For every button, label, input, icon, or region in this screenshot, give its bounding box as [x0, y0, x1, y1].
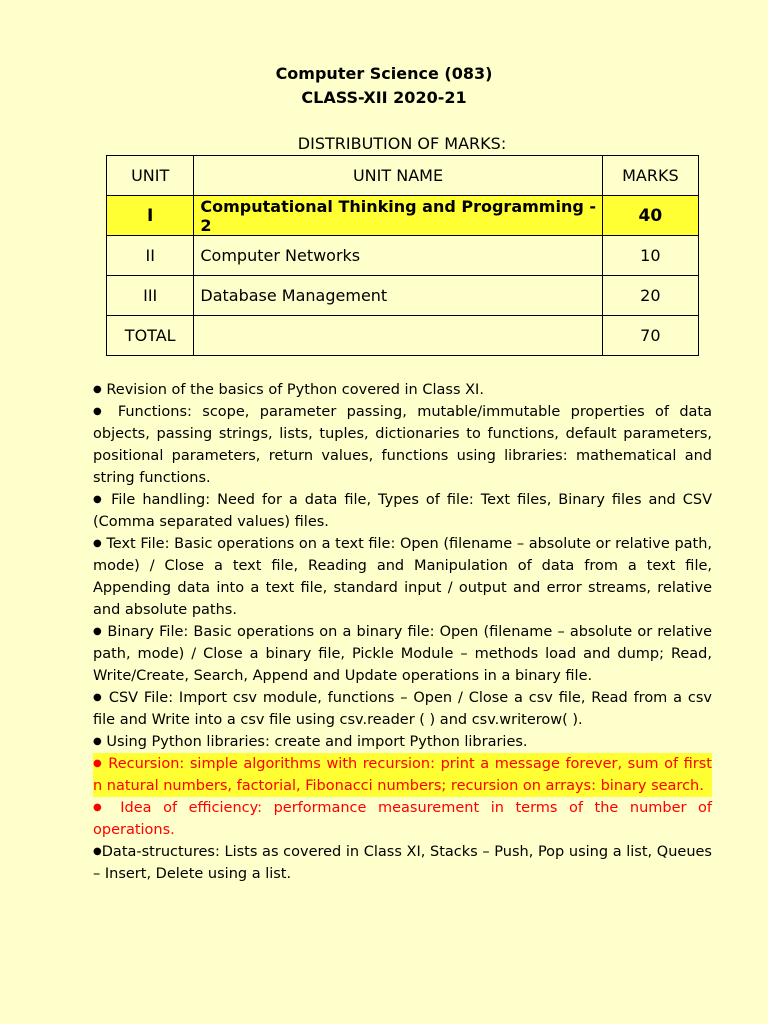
- list-item-text: CSV File: Import csv module, functions – Open / Close a csv file, Read from a csv file and Write into a csv file using csv.reader ( ) and csv.writerow( ).: [93, 690, 713, 728]
- list-item-text: Text File: Basic operations on a text file: Open (filename – absolute or relative path, mode) / Close a text file, Reading and Manipulation of data from a text file, Appending data into a text file, standard input / output and error streams, relative and absolute paths.: [93, 536, 713, 618]
- bullet-icon: ●: [93, 494, 105, 505]
- table-row-total: [107, 316, 699, 356]
- list-item: [93, 379, 712, 401]
- header-unit-name: UNIT NAME: [194, 156, 602, 196]
- list-item: [93, 687, 712, 731]
- list-item: [93, 489, 712, 533]
- bullet-icon: ●: [93, 758, 103, 769]
- class-title: CLASS-XII 2020-21: [301, 88, 467, 107]
- list-item-text: Using Python libraries: create and import Python libraries.: [106, 734, 528, 750]
- marks-cell: 10: [602, 236, 698, 276]
- list-item-text: Recursion: simple algorithms with recursion: print a message forever, sum of first n natural numbers, factorial, Fibonacci numbers; recursion on arrays: binary search.: [93, 756, 712, 794]
- unit-name-cell: [194, 316, 602, 356]
- unit-cell: I: [107, 196, 194, 236]
- table-row: [107, 196, 699, 236]
- list-item: [93, 621, 712, 687]
- unit-name-cell: Computational Thinking and Programming - 2: [194, 196, 602, 236]
- course-title: Computer Science (083): [275, 64, 493, 83]
- list-item-text: Revision of the basics of Python covered in Class XI.: [106, 382, 484, 398]
- bullet-icon: ●: [93, 736, 102, 747]
- bullet-icon: ●: [93, 384, 102, 395]
- bullet-icon: ●: [93, 406, 108, 417]
- list-item-text: Binary File: Basic operations on a binary file: Open (filename – absolute or relative path, mode) / Close a binary file, Pickle Module – methods load and dump; Read, Write/Create, Search, Append and Update operations in a binary file.: [93, 624, 712, 684]
- distribution-heading: DISTRIBUTION OF MARKS:: [297, 134, 507, 153]
- table-row: [107, 236, 699, 276]
- list-item-text: File handling: Need for a data file, Types of file: Text files, Binary files and CSV (Comma separated values) files.: [93, 492, 712, 530]
- marks-cell: 40: [602, 196, 698, 236]
- list-item-text: Idea of efficiency: performance measurement in terms of the number of operations.: [93, 800, 712, 838]
- syllabus-list: [93, 379, 712, 885]
- bullet-icon: ●: [93, 692, 103, 703]
- list-item-highlighted: [93, 753, 712, 797]
- header-marks: MARKS: [602, 156, 698, 196]
- bullet-icon: ●: [93, 846, 102, 857]
- header-unit: UNIT: [107, 156, 194, 196]
- unit-name-cell: Computer Networks: [194, 236, 602, 276]
- list-item: [93, 731, 712, 753]
- unit-cell: III: [107, 276, 194, 316]
- marks-table: [106, 155, 699, 356]
- list-item: [93, 841, 712, 885]
- bullet-icon: ●: [93, 802, 109, 813]
- unit-name-cell: Database Management: [194, 276, 602, 316]
- marks-cell: 70: [602, 316, 698, 356]
- table-header-row: [107, 156, 699, 196]
- list-item: [93, 533, 712, 621]
- list-item-emphasis: [93, 797, 712, 841]
- unit-cell: TOTAL: [107, 316, 194, 356]
- bullet-icon: ●: [93, 626, 103, 637]
- list-item: [93, 401, 712, 489]
- list-item-text: Functions: scope, parameter passing, mutable/immutable properties of data objects, passing strings, lists, tuples, dictionaries to functions, default parameters, positional parameters, return values, functions using libraries: mathematical and string functions.: [93, 404, 712, 486]
- list-item-text: Data-structures: Lists as covered in Class XI, Stacks – Push, Pop using a list, Queues – Insert, Delete using a list.: [93, 844, 712, 882]
- marks-cell: 20: [602, 276, 698, 316]
- bullet-icon: ●: [93, 538, 102, 549]
- unit-cell: II: [107, 236, 194, 276]
- table-row: [107, 276, 699, 316]
